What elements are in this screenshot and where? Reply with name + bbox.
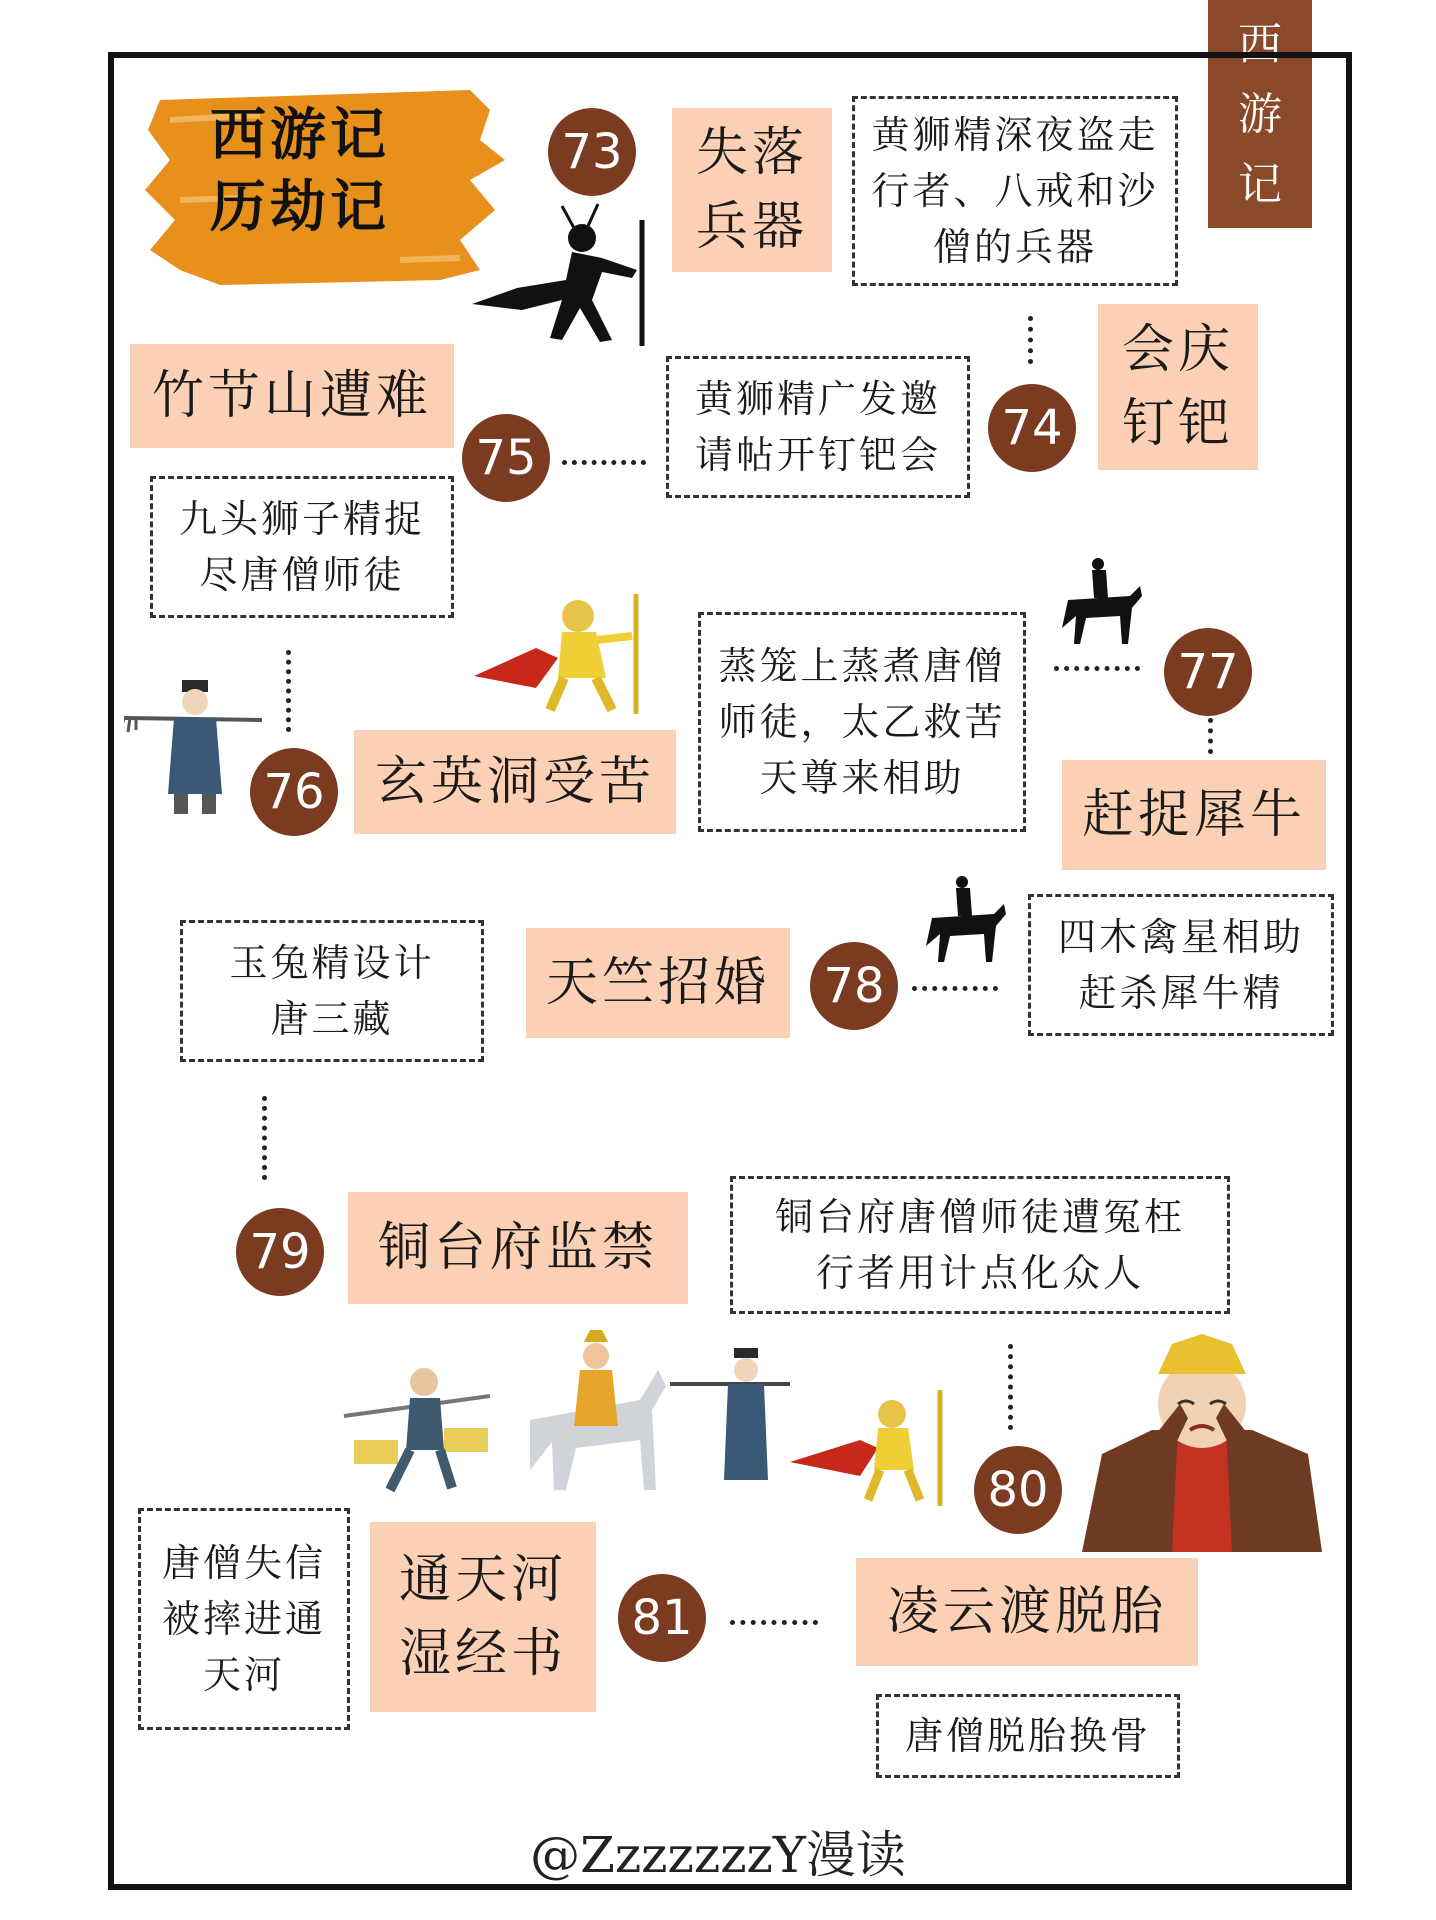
side-tab-char: 记	[1238, 159, 1282, 210]
connector-dots	[1208, 718, 1213, 754]
desc-line: 被摔进通	[161, 1597, 326, 1641]
connector-dots	[562, 460, 646, 465]
author-watermark: @ZzzzzzzY漫读	[530, 1826, 906, 1884]
connector-dots	[262, 1096, 267, 1180]
chapter-title-line: 通天河	[398, 1550, 567, 1610]
desc-line: 玉兔精设计	[229, 941, 435, 985]
chapter-description	[138, 1508, 350, 1730]
connector-dots	[286, 650, 291, 732]
connector-dots	[912, 986, 998, 991]
connector-dots	[1054, 666, 1140, 671]
side-tab-char: 游	[1238, 89, 1282, 140]
chapter-title: 天竺招婚	[526, 928, 790, 1038]
chapter-title: 玄英洞受苦	[354, 730, 676, 834]
side-tab-char: 西	[1238, 19, 1282, 70]
desc-line: 请帖开钉钯会	[694, 433, 941, 477]
chapter-title	[1098, 304, 1258, 470]
chapter-number: 77	[1164, 628, 1252, 716]
chapter-number: 76	[250, 748, 338, 836]
chapter-description	[852, 96, 1178, 286]
desc-line: 唐僧脱胎换骨	[904, 1714, 1151, 1758]
chapter-number: 80	[974, 1446, 1062, 1534]
chapter-title-line: 会庆	[1121, 320, 1234, 380]
desc-line: 黄狮精广发邀	[694, 377, 941, 421]
connector-dots	[1008, 1344, 1013, 1430]
chapter-title-line: 失落	[695, 123, 808, 183]
chapter-number: 75	[462, 414, 550, 502]
banner-line: 西游记	[210, 103, 390, 168]
chapter-number: 81	[618, 1574, 706, 1662]
chapter-number: 73	[548, 108, 636, 196]
connector-dots	[1028, 316, 1033, 364]
chapter-description	[666, 356, 970, 498]
connector-dots	[730, 1620, 818, 1625]
desc-line: 四木禽星相助	[1057, 915, 1304, 959]
tang-monk-crying-figure-icon	[1082, 1334, 1322, 1552]
chapter-number: 74	[988, 384, 1076, 472]
chapter-title	[672, 108, 832, 272]
chapter-description	[698, 612, 1026, 832]
horse-rider-silhouette-icon	[1054, 556, 1144, 646]
pilgrims-group-illustration	[340, 1330, 950, 1506]
desc-line: 行者用计点化众人	[815, 1251, 1144, 1295]
banner-title	[210, 100, 450, 244]
chapter-title-line: 湿经书	[398, 1624, 567, 1684]
banner-line: 历劫记	[210, 175, 390, 240]
desc-line: 蒸笼上蒸煮唐僧	[718, 644, 1006, 688]
desc-line: 师徒，太乙救苦	[718, 700, 1006, 744]
desc-line: 唐三藏	[270, 997, 394, 1041]
desc-line: 九头狮子精捉	[178, 497, 425, 541]
desc-line: 黄狮精深夜盗走	[871, 113, 1159, 157]
monkey-king-figure-icon	[466, 588, 646, 714]
desc-line: 天尊来相助	[759, 756, 965, 800]
chapter-description	[150, 476, 454, 618]
desc-line: 天河	[202, 1653, 285, 1697]
chapter-description	[180, 920, 484, 1062]
chapter-title: 凌云渡脱胎	[856, 1558, 1198, 1666]
chapter-title: 赶捉犀牛	[1062, 760, 1326, 870]
chapter-number: 78	[810, 942, 898, 1030]
desc-line: 铜台府唐僧师徒遭冤枉	[774, 1195, 1185, 1239]
chapter-title-line: 钉钯	[1121, 394, 1234, 454]
chapter-description	[876, 1694, 1180, 1778]
chapter-description	[1028, 894, 1334, 1036]
desc-line: 唐僧失信	[161, 1541, 326, 1585]
chapter-title-line: 兵器	[695, 197, 808, 257]
sandy-monk-figure-icon	[124, 674, 262, 824]
desc-line: 赶杀犀牛精	[1078, 971, 1284, 1015]
chapter-title: 竹节山遭难	[130, 344, 454, 448]
chapter-description	[730, 1176, 1230, 1314]
desc-line: 行者、八戒和沙	[871, 169, 1159, 213]
chapter-number: 79	[236, 1208, 324, 1296]
monkey-silhouette-icon	[462, 200, 652, 346]
chapter-title: 铜台府监禁	[348, 1192, 688, 1304]
chapter-title	[370, 1522, 596, 1712]
desc-line: 僧的兵器	[932, 225, 1097, 269]
horse-rider-silhouette-icon	[918, 874, 1008, 964]
desc-line: 尽唐僧师徒	[199, 553, 405, 597]
